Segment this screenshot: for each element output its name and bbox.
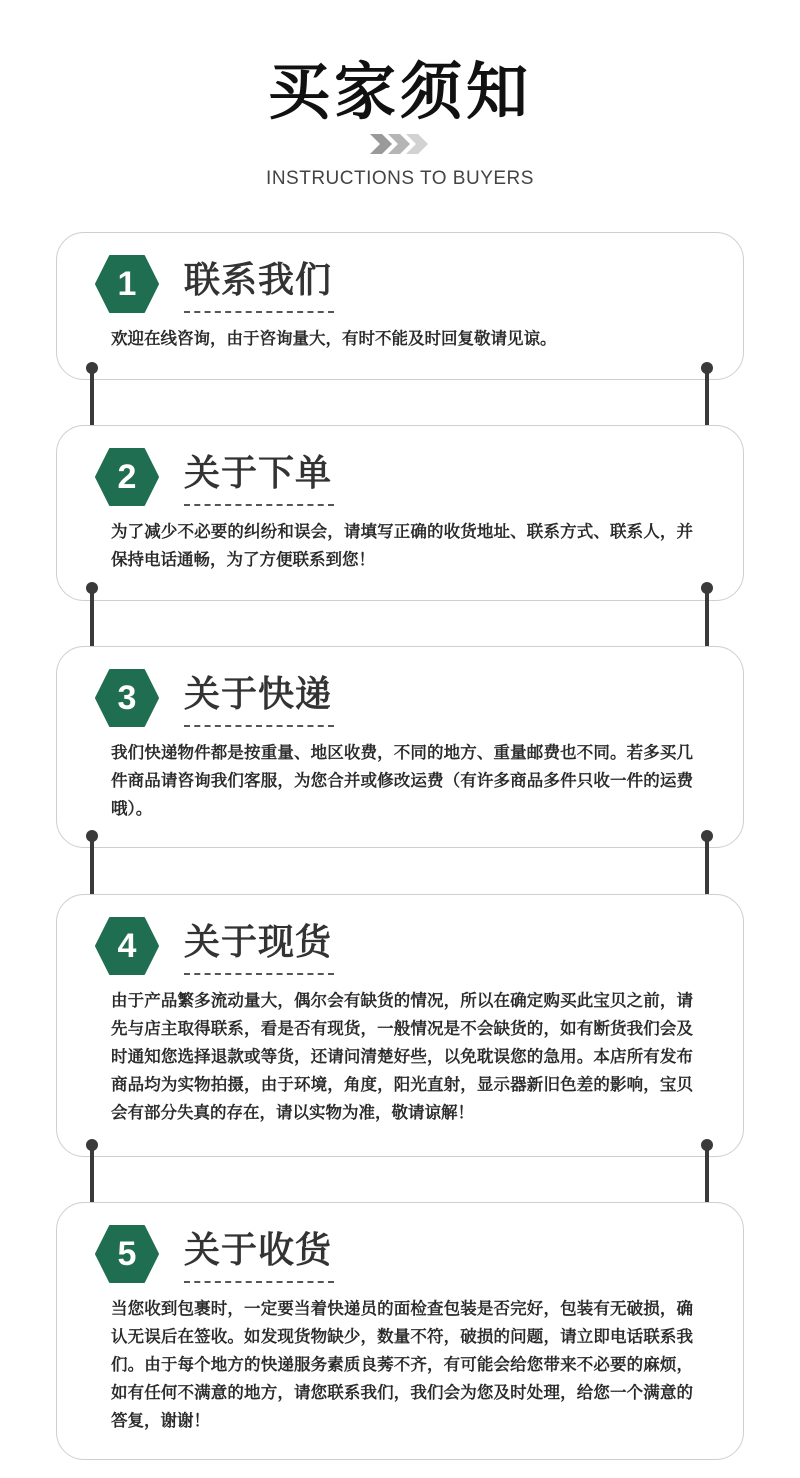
step-title: 关于收货	[184, 1230, 333, 1271]
title-divider	[184, 311, 334, 313]
step-title: 关于现货	[184, 922, 333, 963]
title-divider	[184, 1281, 334, 1283]
step-description: 我们快递物件都是按重量、地区收费，不同的地方、重量邮费也不同。若多买几件商品请咨询我们客服，为您合并或修改运费（有许多商品多件只收一件的运费哦）。	[111, 743, 693, 818]
step-card-4	[56, 894, 744, 1157]
step-description: 欢迎在线咨询，由于咨询量大，有时不能及时回复敬请见谅。	[111, 329, 557, 348]
step-description: 由于产品繁多流动量大，偶尔会有缺货的情况，所以在确定购买此宝贝之前，请先与店主取得联系，看是否有现货，一般情况是不会缺货的，如有断货我们会及时通知您选择退款或等货，还请问清楚好些，以免耽误您的急用。本店所有发布商品均为实物拍摄，由于环境，角度，阳光直射，显示器新旧色差的影响，宝贝会有部分失真的存在，请以实物为准，敬请谅解！	[111, 991, 693, 1122]
step-title: 关于下单	[184, 453, 333, 494]
step-number-badge	[95, 1225, 159, 1283]
step-title: 联系我们	[184, 260, 333, 301]
step-number: 4	[117, 927, 137, 965]
page-subtitle: INSTRUCTIONS TO BUYERS	[266, 168, 534, 189]
step-description: 当您收到包裹时，一定要当着快递员的面检查包装是否完好，包装有无破损，确认无误后在签收。如发现货物缺少，数量不符，破损的问题，请立即电话联系我们。由于每个地方的快递服务素质良莠不齐，有可能会给您带来不必要的麻烦，如有任何不满意的地方，请您联系我们，我们会为您及时处理，给您一个满意的答复，谢谢！	[111, 1299, 693, 1430]
step-card-3	[56, 646, 744, 848]
step-card-1	[56, 232, 744, 380]
step-number-badge	[95, 255, 159, 313]
step-number-badge	[95, 917, 159, 975]
step-title: 关于快递	[184, 674, 333, 715]
title-divider	[184, 504, 334, 506]
step-card-5	[56, 1202, 744, 1460]
chevron-right-icon	[370, 132, 430, 156]
step-number-badge	[95, 448, 159, 506]
step-number: 1	[117, 265, 137, 303]
step-number: 3	[117, 679, 137, 717]
page-title: 买家须知	[267, 55, 532, 128]
step-card-2	[56, 425, 744, 601]
title-divider	[184, 725, 334, 727]
title-divider	[184, 973, 334, 975]
step-number-badge	[95, 669, 159, 727]
step-number: 5	[117, 1235, 137, 1273]
step-description: 为了减少不必要的纠纷和误会，请填写正确的收货地址、联系方式、联系人，并保持电话通畅，为了方便联系到您！	[111, 522, 693, 569]
step-number: 2	[117, 458, 137, 496]
